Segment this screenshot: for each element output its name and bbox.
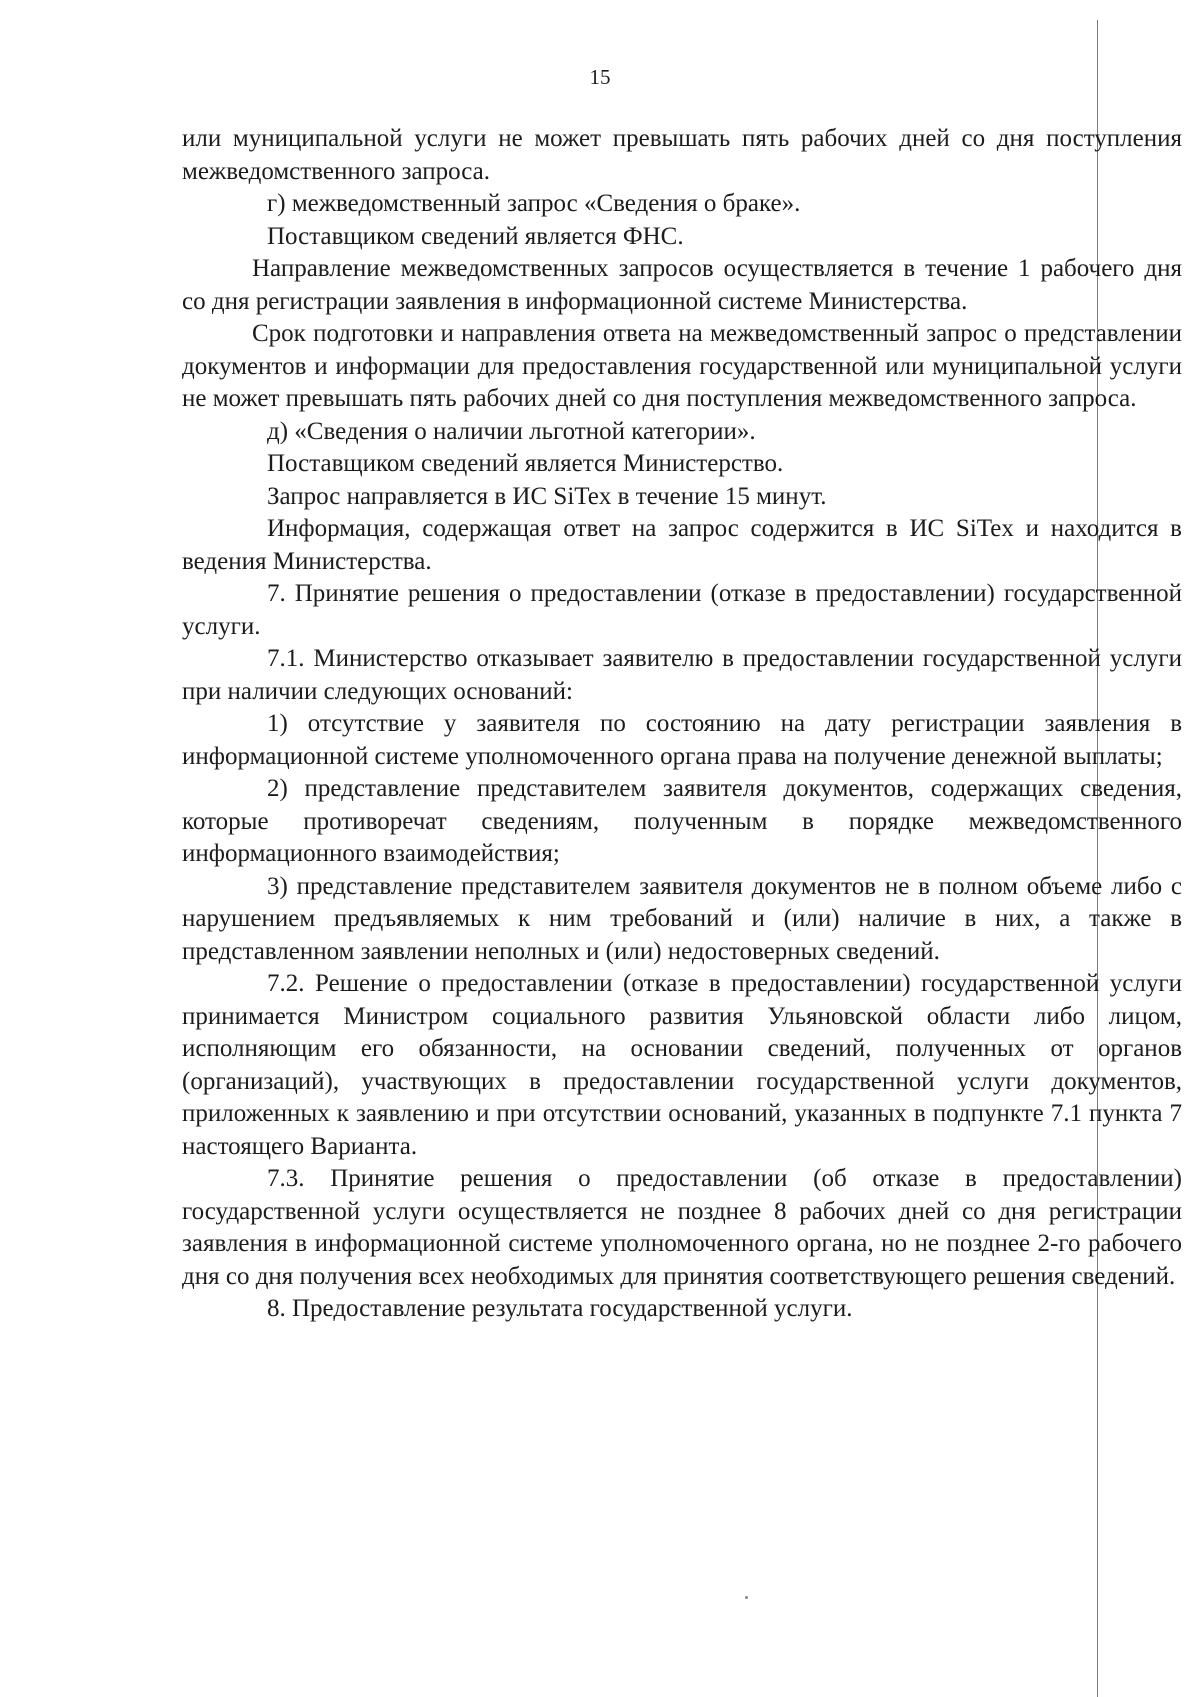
paragraph: 7.2. Решение о предоставлении (отказе в предоставлении) государственной услуги принимается Министром социального развития Ульяновской области либо лицом, исполняющим его обязанности, на основании сведений, полученных от органов (организаций), участвующих в предоставлении государственной услуги документов, приложенных к заявлению и при отсутствии оснований, указанных в подпункте 7.1 пункта 7 настоящего Варианта. bbox=[182, 970, 1182, 1160]
scan-speck bbox=[745, 1596, 748, 1599]
paragraph: или муниципальной услуги не может превышать пять рабочих дней со дня поступления межведомственного запроса. bbox=[182, 125, 1182, 185]
list-item: 2) представление представителем заявителя документов, содержащих сведения, которые противоречат сведениям, полученным в порядке межведомственного информационного взаимодействия; bbox=[182, 775, 1182, 867]
paragraph: д) «Сведения о наличии льготной категории». bbox=[267, 417, 756, 445]
paragraph: 7.3. Принятие решения о предоставлении (об отказе в предоставлении) государственной услуги осуществляется не позднее 8 рабочих дней со дня регистрации заявления в информационной системе уполномоченного органа, но не позднее 2-го рабочего дня со дня получения всех необходимых для принятия соответствующего решения сведений. bbox=[182, 1165, 1182, 1290]
paragraph: Направление межведомственных запросов осуществляется в течение 1 рабочего дня со дня регистрации заявления в информационной системе Министерства. bbox=[182, 255, 1182, 315]
paragraph: Поставщиком сведений является Министерство. bbox=[267, 450, 784, 477]
document-body bbox=[182, 123, 1182, 1326]
paragraph: Запрос направляется в ИС SiTex в течение 15 минут. bbox=[267, 482, 827, 510]
paragraph: г) межведомственный запрос «Сведения о браке». bbox=[267, 190, 801, 217]
paragraph: Срок подготовки и направления ответа на межведомственный запрос о представлении документов и информации для предоставления государственной или муниципальной услуги не может превышать пять рабочих дней со дня поступления межведомственного запроса. bbox=[182, 320, 1182, 412]
section-heading: 7. Принятие решения о предоставлении (отказе в предоставлении) государственной услуги. bbox=[182, 580, 1182, 640]
paragraph: 7.1. Министерство отказывает заявителю в предоставлении государственной услуги при наличии следующих оснований: bbox=[182, 645, 1182, 705]
list-item: 1) отсутствие у заявителя по состоянию на дату регистрации заявления в информационной системе уполномоченного органа права на получение денежной выплаты; bbox=[182, 710, 1182, 770]
section-heading: 8. Предоставление результата государственной услуги. bbox=[267, 1295, 853, 1322]
list-item: 3) представление представителем заявителя документов не в полном объеме либо с нарушением предъявляемых к ним требований и (или) наличие в них, а также в представленном заявлении неполных и (или) недостоверных сведений. bbox=[182, 872, 1182, 965]
paragraph: Поставщиком сведений является ФНС. bbox=[267, 222, 684, 250]
paragraph: Информация, содержащая ответ на запрос содержится в ИС SiTex и находится в ведения Министерства. bbox=[182, 515, 1182, 575]
page-number: 15 bbox=[589, 65, 611, 89]
